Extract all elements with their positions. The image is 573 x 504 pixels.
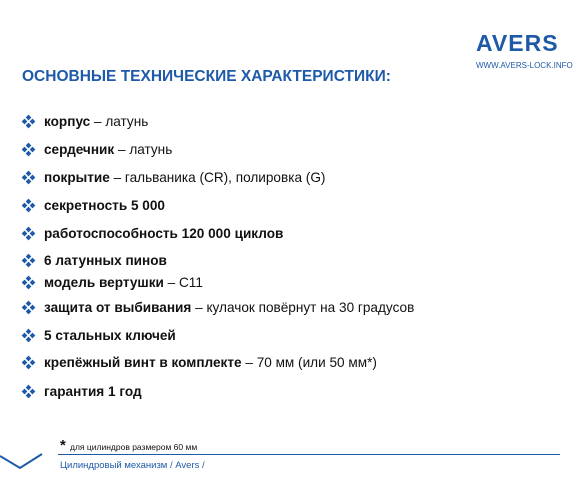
spec-label: 6 латунных пинов xyxy=(44,253,167,268)
spec-item xyxy=(22,112,148,131)
spec-item xyxy=(22,251,167,270)
spec-item xyxy=(22,273,203,292)
spec-label: работоспособность 120 000 циклов xyxy=(44,226,284,241)
spec-item xyxy=(22,353,377,372)
spec-label: модель вертушки xyxy=(44,275,164,290)
spec-item xyxy=(22,224,283,243)
spec-label: покрытие xyxy=(44,170,110,185)
spec-item xyxy=(22,140,172,159)
spec-value: – гальваника (CR), полировка (G) xyxy=(109,170,326,185)
spec-item xyxy=(22,326,176,345)
diamond-bullet-icon xyxy=(22,353,44,371)
diamond-bullet-icon xyxy=(22,273,44,291)
spec-label: секретность 5 000 xyxy=(44,198,165,213)
diamond-bullet-icon xyxy=(22,112,44,130)
diamond-bullet-icon xyxy=(22,196,44,214)
footer-chevron-icon xyxy=(0,452,44,470)
spec-label: корпус xyxy=(44,114,91,129)
spec-item xyxy=(22,298,414,317)
spec-label: гарантия 1 год xyxy=(44,384,142,399)
spec-value: – латунь xyxy=(114,142,173,157)
footer-label: Цилиндровый механизм / Avers / xyxy=(60,460,205,471)
diamond-bullet-icon xyxy=(22,140,44,158)
brand-logo: AVERS xyxy=(476,30,559,56)
spec-value: – C11 xyxy=(163,275,203,290)
footnote-marker: * xyxy=(60,437,66,454)
spec-label: крепёжный винт в комплекте xyxy=(44,355,242,370)
diamond-bullet-icon xyxy=(22,298,44,316)
brand-url: WWW.AVERS-LOCK.INFO xyxy=(476,61,573,70)
spec-item xyxy=(22,196,165,215)
diamond-bullet-icon xyxy=(22,326,44,344)
spec-value: – 70 мм (или 50 мм*) xyxy=(241,355,377,370)
footnote-text: для цилиндров размером 60 мм xyxy=(70,442,198,452)
spec-item xyxy=(22,382,142,401)
spec-value: – кулачок повёрнут на 30 градусов xyxy=(191,300,415,315)
diamond-bullet-icon xyxy=(22,224,44,242)
diamond-bullet-icon xyxy=(22,251,44,269)
diamond-bullet-icon xyxy=(22,168,44,186)
spec-label: 5 стальных ключей xyxy=(44,328,176,343)
spec-value: – латунь xyxy=(90,114,149,129)
spec-label: защита от выбивания xyxy=(44,300,192,315)
spec-item xyxy=(22,168,325,187)
spec-label: сердечник xyxy=(44,142,115,157)
footer-divider xyxy=(58,454,560,455)
page-title: ОСНОВНЫЕ ТЕХНИЧЕСКИЕ ХАРАКТЕРИСТИКИ: xyxy=(22,68,391,85)
diamond-bullet-icon xyxy=(22,382,44,400)
